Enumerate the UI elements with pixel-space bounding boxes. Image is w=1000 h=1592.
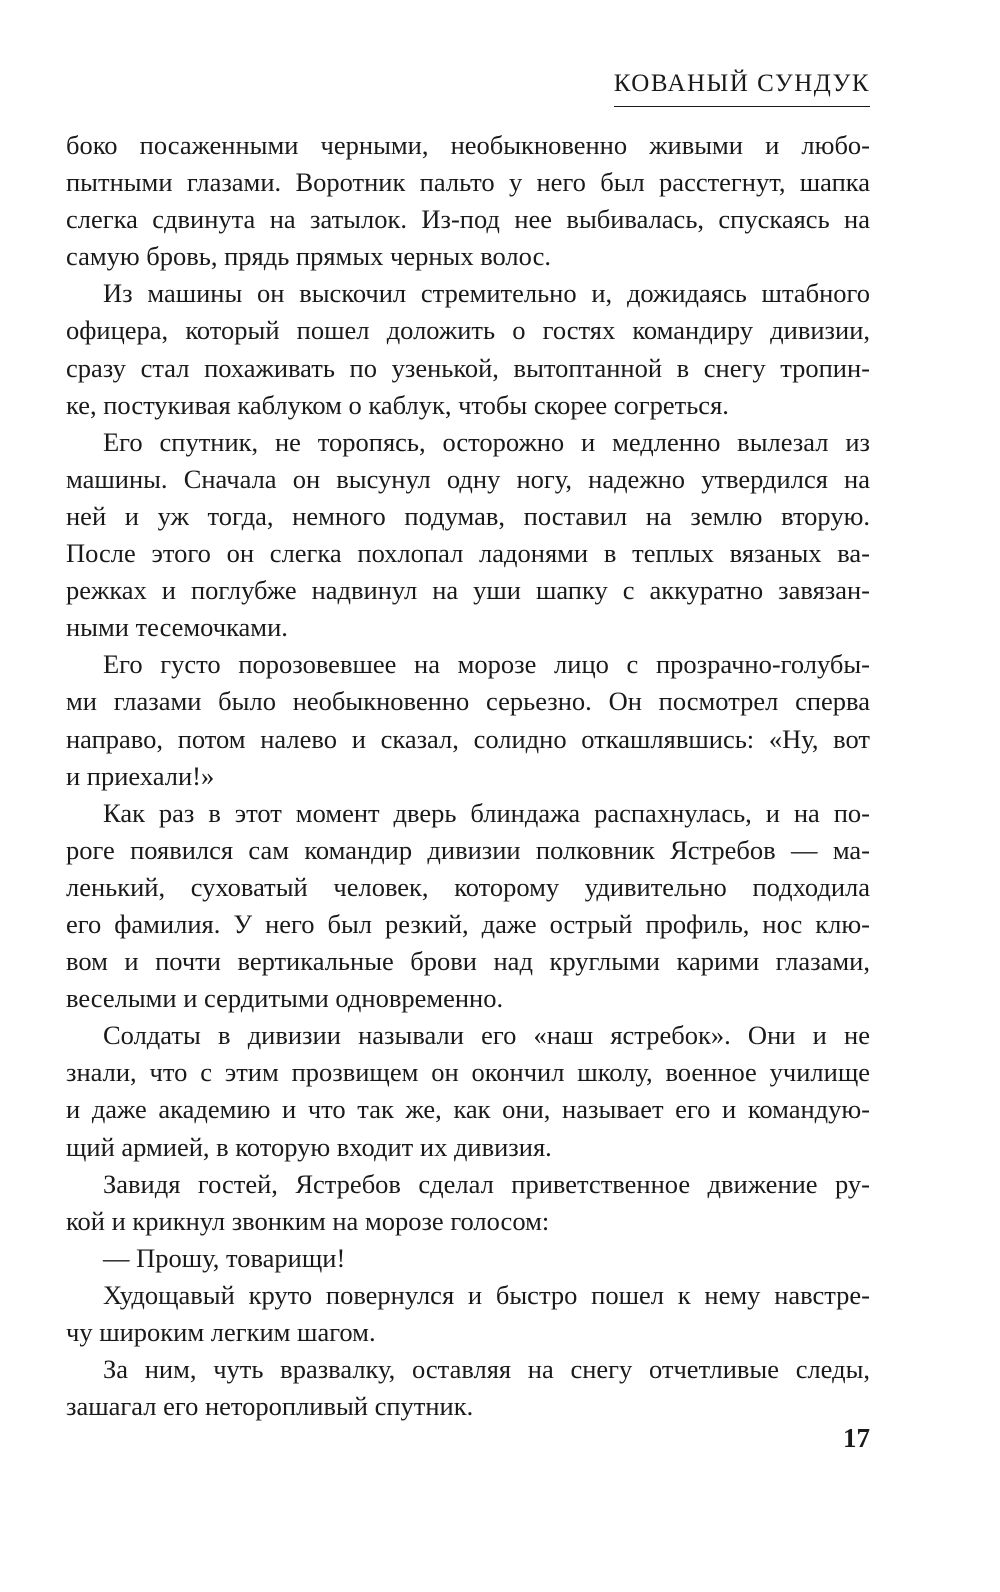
text-line: знали, что с этим прозвищем он окончил школу, военное училище: [66, 1057, 870, 1088]
text-line: — Прошу, товарищи!: [103, 1242, 346, 1273]
text-line: ми глазами было необыкновенно серьезно. Он посмотрел сперва: [66, 686, 870, 717]
text-line: его фамилия. У него был резкий, даже острый профиль, нос клю-: [66, 908, 870, 939]
text-line: веселыми и сердитыми одновременно.: [66, 983, 504, 1014]
page-number: 17: [843, 1423, 870, 1453]
running-head: КОВАНЫЙ СУНДУК: [614, 66, 870, 107]
text-line: офицера, который пошел доложить о гостях командиру дивизии,: [66, 315, 870, 346]
text-line: Его густо порозовевшее на морозе лицо с прозрачно-голубы-: [103, 649, 870, 680]
text-line: За ним, чуть вразвалку, оставляя на снегу отчетливые следы,: [103, 1354, 870, 1385]
text-line: машины. Сначала он высунул одну ногу, надежно утвердился на: [66, 463, 870, 494]
text-line: боко посаженными черными, необыкновенно живыми и любо-: [66, 130, 870, 160]
text-line: пытными глазами. Воротник пальто у него был расстегнут, шапка: [66, 167, 870, 198]
text-line: чу широким легким шагом.: [66, 1317, 376, 1347]
text-line: режках и поглубже надвинул на уши шапку с аккуратно завязан-: [66, 575, 870, 606]
text-line: вом и почти вертикальные брови над круглыми карими глазами,: [66, 946, 870, 977]
text-line: Солдаты в дивизии называли его «наш ястребок». Они и не: [103, 1020, 870, 1051]
text-line: сразу стал похаживать по узенькой, вытоптанной в снегу тропин-: [66, 352, 870, 383]
text-line: После этого он слегка похлопал ладонями в теплых вязаных ва-: [66, 538, 870, 569]
text-line: ленький, суховатый человек, которому удивительно подходила: [66, 871, 870, 902]
text-line: Как раз в этот момент дверь блиндажа распахнулась, и на по-: [103, 797, 870, 828]
text-line: и даже академию и что так же, как они, называет его и командую-: [66, 1094, 870, 1125]
text-line: Его спутник, не торопясь, осторожно и медленно вылезал из: [103, 426, 870, 457]
text-line: слегка сдвинута на затылок. Из-под нее выбивалась, спускаясь на: [66, 204, 870, 235]
text-line: роге появился сам командир дивизии полковник Ястребов — ма-: [66, 834, 870, 865]
text-line: Завидя гостей, Ястребов сделал приветственное движение ру-: [103, 1168, 870, 1199]
text-line: зашагал его неторопливый спутник.: [66, 1391, 474, 1422]
text-line: направо, потом налево и сказал, солидно откашлявшись: «Ну, вот: [66, 723, 870, 754]
text-line: и приехали!»: [66, 760, 215, 791]
text-line: кой и крикнул звонким на морозе голосом:: [66, 1205, 550, 1236]
text-line: Худощавый круто повернулся и быстро пошел к нему навстре-: [103, 1279, 870, 1310]
text-line: щий армией, в которую входит их дивизия.: [66, 1131, 552, 1162]
text-line: ней и уж тогда, немного подумав, поставил на землю вторую.: [66, 500, 870, 531]
text-line: ными тесемочками.: [66, 612, 288, 643]
text-line: ке, постукивая каблуком о каблук, чтобы скорее согреться.: [66, 389, 729, 420]
text-line: Из машины он выскочил стремительно и, дожидаясь штабного: [103, 278, 870, 309]
body-text: [66, 127, 870, 1425]
text-line: самую бровь, прядь прямых черных волос.: [66, 241, 551, 272]
